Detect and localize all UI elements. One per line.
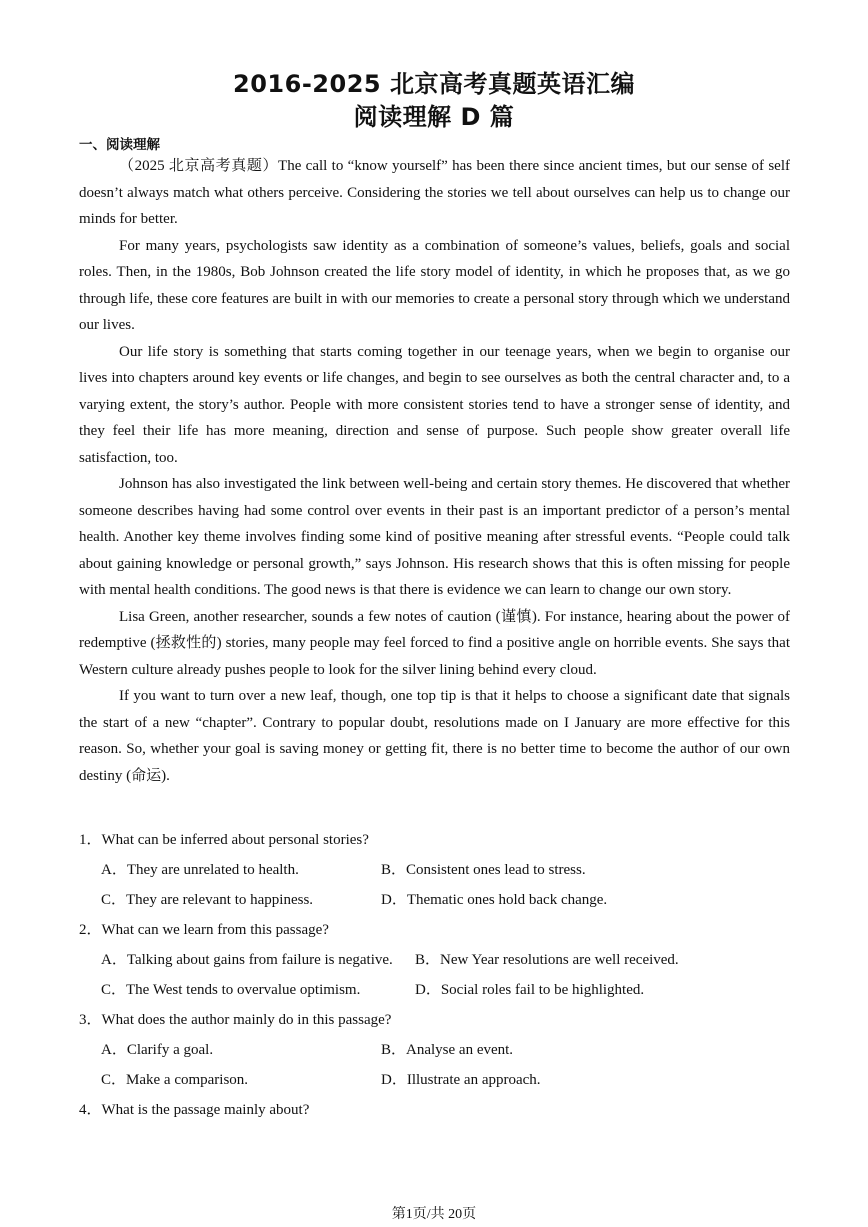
option-text: Clarify a goal.	[126, 1042, 214, 1058]
option-row	[79, 975, 790, 1005]
option-d	[415, 975, 644, 1005]
option-row	[79, 945, 790, 975]
option-letter: B．	[415, 952, 441, 968]
option-text: Analyse an event.	[406, 1042, 514, 1058]
option-letter: B．	[381, 1042, 407, 1058]
option-letter: A．	[101, 1042, 127, 1058]
question-list	[79, 825, 790, 1125]
option-text: Thematic ones hold back change.	[406, 892, 608, 908]
option-d	[381, 885, 607, 915]
option-letter: B．	[381, 862, 407, 878]
question-number: 2．	[79, 922, 102, 938]
passage-paragraph: Johnson has also investigated the link between well-being and certain story themes. He discovered that whether someone describes having had some control over events in their past is an important predictor of a person’s mental health. Another key theme involves finding some kind of positive meaning after stressful events. “People could talk about gaining knowledge or personal growth,” says Johnson. His research shows that this is often missing for people with mental health conditions. The good news is that there is evidence we can learn to change our own story.	[79, 476, 790, 598]
passage-paragraph: Our life story is something that starts coming together in our teenage years, when we begin to organise our lives into chapters around key events or life changes, and begin to see ourselves as both the central character and, to a varying extent, the story’s author. People with more consistent stories tend to have a stronger sense of identity, and they feel their life has more meaning, direction and sense of purpose. Such people show greater overall life satisfaction, too.	[79, 343, 790, 466]
option-text: They are relevant to happiness.	[126, 892, 314, 908]
passage-paragraph: （2025 北京高考真题）The call to “know yourself” has been there since ancient times, but our sense of self doesn’t always match what others perceive. Considering the stories we tell about ourselves can help us to change our minds for better.	[79, 158, 790, 227]
option-letter: C．	[101, 892, 127, 908]
option-letter: A．	[101, 952, 127, 968]
option-text: Consistent ones lead to stress.	[406, 862, 586, 878]
question-number: 4．	[79, 1102, 102, 1118]
question-3	[79, 1005, 790, 1035]
question-text: What can be inferred about personal stories?	[101, 832, 369, 848]
option-text: New Year resolutions are well received.	[440, 952, 679, 968]
question-number: 1．	[79, 832, 102, 848]
question-2	[79, 915, 790, 945]
option-letter: D．	[381, 1072, 407, 1088]
option-row	[79, 885, 790, 915]
option-c	[101, 1065, 248, 1095]
option-row	[79, 1065, 790, 1095]
option-letter: D．	[381, 892, 407, 908]
passage-paragraph: If you want to turn over a new leaf, though, one top tip is that it helps to choose a significant date that signals the start of a new “chapter”. Contrary to popular doubt, resolutions made on I January are more effective for this reason. So, whether your goal is saving money or getting fit, there is no better time to become the author of our own destiny (命运).	[79, 688, 790, 784]
question-text: What is the passage mainly about?	[101, 1102, 310, 1118]
option-b	[381, 1035, 513, 1065]
document-title: 2016-2025 北京高考真题英语汇编	[233, 70, 635, 98]
question-text: What can we learn from this passage?	[101, 922, 329, 938]
option-letter: D．	[415, 982, 441, 998]
option-text: Illustrate an approach.	[406, 1072, 541, 1088]
reading-passage	[79, 153, 790, 789]
question-1	[79, 825, 790, 855]
option-a	[101, 945, 393, 975]
option-text: Talking about gains from failure is negative.	[126, 952, 393, 968]
option-letter: A．	[101, 862, 127, 878]
section-heading: 一、阅读理解	[79, 137, 160, 153]
option-b	[415, 945, 679, 975]
option-c	[101, 975, 360, 1005]
option-c	[101, 885, 313, 915]
question-number: 3．	[79, 1012, 102, 1028]
passage-paragraph: Lisa Green, another researcher, sounds a few notes of caution (谨慎). For instance, hearing about the power of redemptive (拯救性的) stories, many people may feel forced to find a positive angle on horrible events. She says that Western culture already pushes people to look for the silver lining behind every cloud.	[79, 608, 790, 678]
question-text: What does the author mainly do in this passage?	[101, 1012, 392, 1028]
option-row	[79, 855, 790, 885]
option-text: They are unrelated to health.	[126, 862, 299, 878]
option-a	[101, 855, 299, 885]
option-text: The West tends to overvalue optimism.	[126, 982, 361, 998]
passage-paragraph: For many years, psychologists saw identity as a combination of someone’s values, beliefs, goals and social roles. Then, in the 1980s, Bob Johnson created the life story model of identity, in which he proposes that, as we go through life, these core features are built in with our memories to create a personal story through which we understand our lives.	[79, 237, 790, 333]
option-row	[79, 1035, 790, 1065]
option-text: Make a comparison.	[126, 1072, 249, 1088]
option-a	[101, 1035, 213, 1065]
option-d	[381, 1065, 541, 1095]
question-4	[79, 1095, 790, 1125]
document-subtitle: 阅读理解 D 篇	[353, 103, 515, 131]
page-footer: 第1页/共 20页	[391, 1207, 477, 1222]
option-letter: C．	[101, 982, 127, 998]
option-b	[381, 855, 586, 885]
option-letter: C．	[101, 1072, 127, 1088]
option-text: Social roles fail to be highlighted.	[440, 982, 645, 998]
